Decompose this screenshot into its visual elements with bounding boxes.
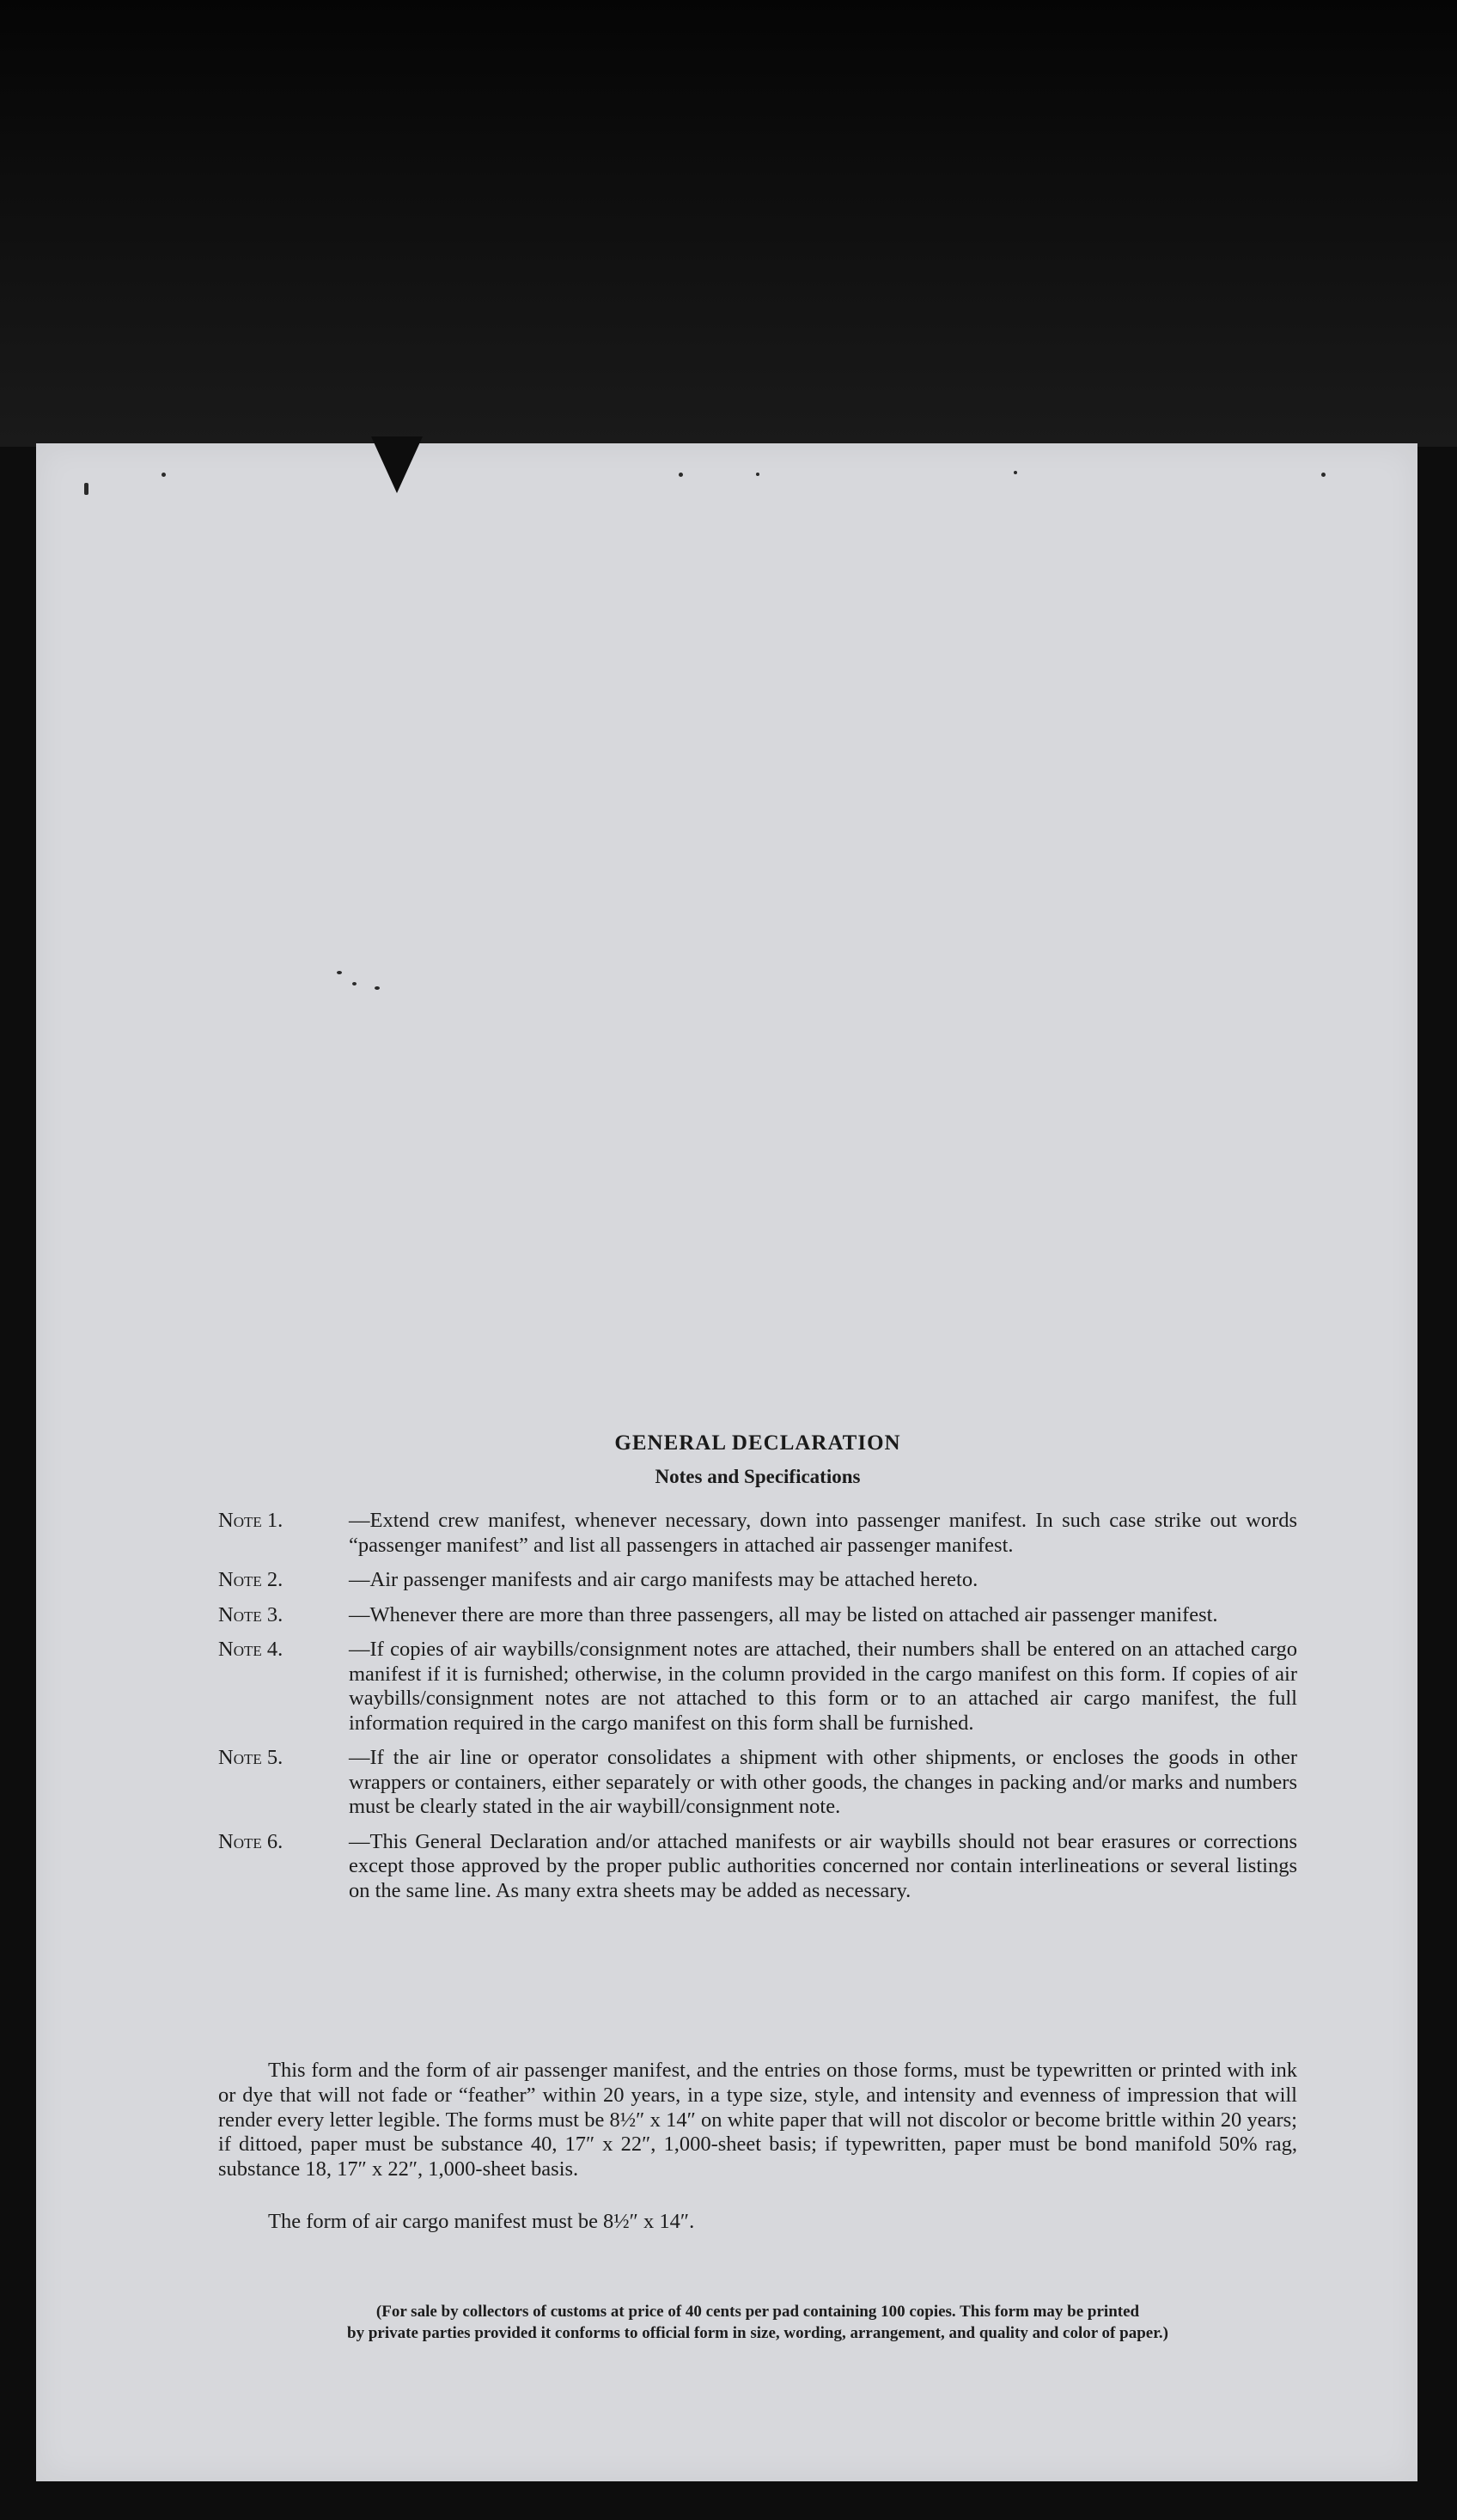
note-2 <box>218 1568 1297 1593</box>
note-3 <box>218 1603 1297 1628</box>
sale-footnote-line-2: by private parties provided it conforms to official form in size, wording, arrangement, and quality and color of paper.) <box>347 2324 1168 2342</box>
note-text: —Air passenger manifests and air cargo manifests may be attached hereto. <box>349 1568 978 1591</box>
note-text: —This General Declaration and/or attached manifests or air waybills should not bear erasures or corrections except those approved by the proper public authorities concerned nor contain interlineations or several listings on the same line. As many extra sheets may be added as necessary. <box>349 1829 1297 1902</box>
scan-speck <box>337 971 342 974</box>
sale-footnote-line-1: (For sale by collectors of customs at price of 40 cents per pad containing 100 copies. This form may be printed <box>375 2303 1140 2321</box>
note-6 <box>218 1830 1297 1904</box>
note-label: Note 6. <box>218 1829 283 1853</box>
cargo-manifest-size-note: The form of air cargo manifest must be 8½″ x 14″. <box>268 2210 695 2233</box>
note-text: —Extend crew manifest, whenever necessary, down into passenger manifest. In such case strike out words “passenger manifest” and list all passengers in attached air passenger manifest. <box>349 1509 1297 1557</box>
note-text: —Whenever there are more than three passengers, all may be listed on attached air passenger manifest. <box>349 1602 1218 1626</box>
paper-tear <box>371 436 423 493</box>
note-label: Note 1. <box>218 1509 283 1532</box>
note-label: Note 4. <box>218 1638 283 1661</box>
scan-speck <box>375 986 380 990</box>
note-label: Note 3. <box>218 1602 283 1626</box>
note-1 <box>218 1509 1297 1558</box>
document-subtitle: Notes and Specifications <box>655 1466 861 1487</box>
notes-list <box>218 1509 1297 1913</box>
scan-background <box>0 0 1457 447</box>
document-title: GENERAL DECLARATION <box>614 1431 901 1455</box>
scan-speck <box>1321 473 1326 477</box>
document-page <box>36 443 1417 2481</box>
scan-speck <box>352 982 357 985</box>
scan-speck <box>162 473 166 477</box>
note-text: —If copies of air waybills/consignment notes are attached, their numbers shall be entered on an attached cargo manifest if it is furnished; otherwise, in the column provided in the cargo manifest on this form. If copies of air waybills/consignment notes are not attached to this form or to an attached air cargo manifest, the full information required in the cargo manifest on this form shall be furnished. <box>349 1638 1297 1735</box>
scan-speck <box>1014 471 1017 474</box>
scan-speck <box>756 473 759 476</box>
sale-footnote <box>218 2301 1297 2344</box>
note-4 <box>218 1638 1297 1736</box>
scan-speck <box>84 483 88 495</box>
note-label: Note 2. <box>218 1568 283 1591</box>
specification-paragraph: This form and the form of air passenger manifest, and the entries on those forms, must be typewritten or printed with ink or dye that will not fade or “feather” within 20 years, in a type size, style, and intensity and evenness of impression that will render every letter legible. The forms must be 8½″ x 14″ on white paper that will not discolor or become brittle within 20 years; if dittoed, paper must be substance 40, 17″ x 22″, 1,000-sheet basis; if typewritten, paper must be bond manifold 50% rag, substance 18, 17″ x 22″, 1,000-sheet basis. <box>218 2059 1297 2181</box>
note-text: —If the air line or operator consolidates a shipment with other shipments, or encloses the goods in other wrappers or containers, either separately or with other goods, the changes in packing and/or marks and numbers must be clearly stated in the air waybill/consignment note. <box>349 1746 1297 1818</box>
note-label: Note 5. <box>218 1746 283 1769</box>
note-5 <box>218 1746 1297 1820</box>
scan-speck <box>679 473 683 477</box>
